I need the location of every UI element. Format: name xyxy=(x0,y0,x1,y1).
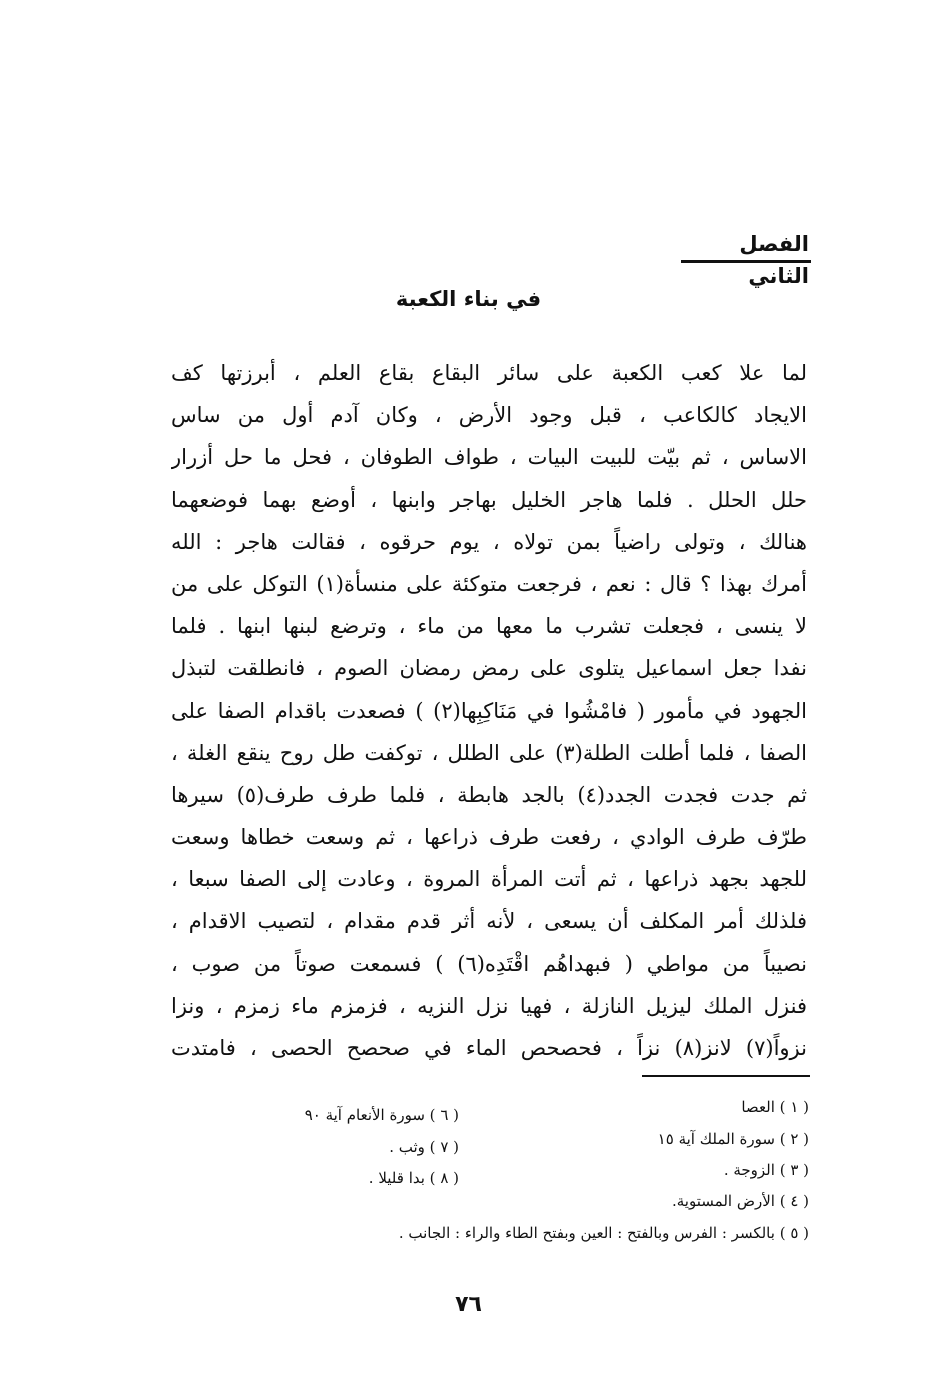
body-line: لما علا كعب الكعبة على سائر البقاع بقاع العلم ، أبرزتها كف xyxy=(171,361,807,385)
body-line: حلل الحلل . فلما هاجر الخليل بهاجر وابنها ، أوضع بهما فوضعهما xyxy=(171,487,807,512)
footnote-8: ( ٨ ) بدا قليلا . xyxy=(368,1169,459,1187)
body-line: الصفا ، فلما أطلت الطلة(٣) على الطلل ، توكفت طل روح ينقع الغلة ، xyxy=(171,740,807,765)
body-line: طرّف طرف الوادي ، رفعت طرف ذراعها ، ثم وسعت خطاها وسعت xyxy=(171,825,807,850)
footnote-3: ( ٣ ) الزوجة . xyxy=(723,1161,809,1179)
body-line: الايجاد كالكاعب ، قبل وجود الأرض ، وكان آدم أول من ساس xyxy=(171,403,807,428)
body-line: الجهود في مأمور ( فامْشُوا في مَنَاكِبِها(٢) ) فصعدت باقدام الصفا على xyxy=(171,698,807,723)
body-text xyxy=(171,352,807,1069)
body-line: نزواً(٧) لانز(٨) نزاً ، فحصحص الماء في صحصح الحصى ، فامتدت xyxy=(171,1036,807,1060)
body-line: نصيباً من مواطي ( فبهداهُم اقْتَدِه(٦) ) فسمعت صوتاً من صوب ، xyxy=(171,951,807,976)
footnote-5: ( ٥ ) بالكسر : الفرس وبالفتح : العين وبفتح الطاء والراء : الجانب . xyxy=(398,1224,809,1242)
body-line: فنزل الملك ليزيل النازلة ، فهيا نزل النزيه ، فزمزم ماء زمزم ، ونزا xyxy=(171,993,807,1018)
footnote-6: ( ٦ ) سورة الأنعام آية ٩٠ xyxy=(304,1106,459,1124)
body-line: فلذلك أمر المكلف أن يسعى ، لأنه أثر قدم مقدام ، لتصيب الاقدام ، xyxy=(171,909,807,934)
chapter-title: الفصل الثاني xyxy=(739,232,809,288)
body-line: أمرك بهذا ؟ قال : نعم ، فرجعت متوكئة على منسأة(١) التوكل على من xyxy=(171,571,807,596)
footnote-1: ( ١ ) العصا xyxy=(741,1098,809,1116)
body-line: للجهد بجهد ذراعها ، ثم أتت المرأة المروة ، وعادت إلى الصفا سبعا ، xyxy=(171,867,807,892)
footnote-4: ( ٤ ) الأرض المستوية. xyxy=(672,1192,809,1210)
chapter-underline xyxy=(681,260,811,263)
body-line: الاساس ، ثم بيّت للبيت البيات ، طواف الطوفان ، فحل ما حل أزرار xyxy=(171,445,807,470)
footnote-separator xyxy=(642,1075,810,1077)
body-line: لا ينسى ، فجعلت تشرب ما معها من ماء ، وترضع لبنها ابنها . فلما xyxy=(171,614,807,639)
footnote-7: ( ٧ ) وثب . xyxy=(389,1138,459,1156)
body-line: نفدا جعل اسماعيل يتلوى على رمض رمضان الصوم ، فانطلقت لتبذل xyxy=(171,656,807,681)
body-line: ثم جدت فجدت الجدد(٤) بالجد هابطة ، فلما طرف طرف(٥) سيرها xyxy=(171,782,807,807)
footnote-2: ( ٢ ) سورة الملك آية ١٥ xyxy=(657,1130,809,1148)
section-title: في بناء الكعبة xyxy=(395,287,542,311)
body-line: هنالك ، وتولى راضياً بمن تولاه ، يوم حرقوه ، فقالت هاجر : الله xyxy=(171,529,807,554)
page-number: ٧٦ xyxy=(455,1292,482,1317)
